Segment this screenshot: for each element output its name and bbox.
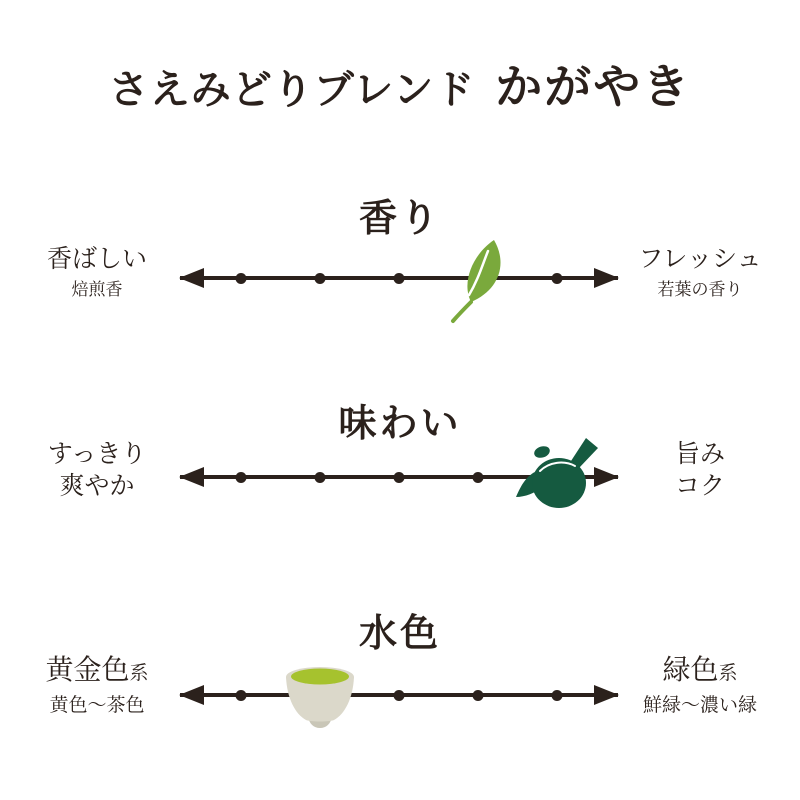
scale-tick-dot bbox=[472, 690, 483, 701]
liquor-left-sub: 黄色〜茶色 bbox=[49, 695, 145, 716]
arrow-left-icon bbox=[179, 685, 204, 705]
teapot-icon bbox=[515, 435, 599, 513]
scale-tick-dot bbox=[394, 472, 405, 483]
aroma-left-main: 香ばしい bbox=[46, 245, 147, 273]
aroma-left-sub: 焙煎香 bbox=[71, 280, 123, 299]
title-product-name: かがやき bbox=[495, 62, 692, 114]
scale-tick-dot bbox=[551, 273, 562, 284]
aroma-right-sub: 若葉の香り bbox=[657, 280, 743, 299]
aroma-heading: 香り bbox=[358, 198, 441, 240]
title-blend-name: さえみどりブレンド bbox=[108, 67, 476, 112]
liquor-left-main bbox=[22, 654, 172, 690]
scale-tick-dot bbox=[394, 273, 405, 284]
liquor-color-heading: 水色 bbox=[358, 613, 441, 655]
scale-tick-dot bbox=[236, 472, 247, 483]
scale-tick-dot bbox=[236, 690, 247, 701]
aroma-left-label bbox=[22, 243, 172, 302]
scale-section-liquor-color bbox=[0, 598, 800, 748]
liquor-left-main-text: 黄金色 bbox=[45, 654, 130, 685]
arrow-right-icon bbox=[594, 685, 619, 705]
liquor-right-sub: 鮮緑〜濃い緑 bbox=[642, 695, 757, 716]
liquor-right-main-text: 緑色 bbox=[662, 654, 719, 685]
taste-left-main2: 爽やか bbox=[59, 472, 135, 500]
taste-right-label bbox=[618, 438, 782, 502]
aroma-right-main: フレッシュ bbox=[638, 245, 762, 273]
scale-tick-dot bbox=[236, 273, 247, 284]
scale-tick-dot bbox=[315, 273, 326, 284]
liquor-right-main bbox=[618, 654, 782, 690]
scale-tick-dot bbox=[394, 690, 405, 701]
leaf-icon bbox=[449, 238, 507, 324]
scale-section-aroma bbox=[0, 185, 800, 335]
taste-right-main: 旨み bbox=[674, 440, 725, 468]
taste-left-main: すっきり bbox=[47, 440, 147, 468]
arrow-left-icon bbox=[179, 467, 204, 487]
liquor-right-suffix: 系 bbox=[718, 663, 738, 684]
liquor-right-label bbox=[618, 654, 782, 719]
taste-left-label bbox=[22, 438, 172, 502]
teacup-icon bbox=[282, 658, 358, 732]
scale-tick-dot bbox=[315, 472, 326, 483]
liquor-left-suffix: 系 bbox=[129, 663, 149, 684]
scale-section-taste bbox=[0, 388, 800, 538]
taste-right-main2: コク bbox=[674, 472, 725, 500]
taste-heading: 味わい bbox=[338, 403, 462, 445]
scale-tick-dot bbox=[472, 472, 483, 483]
scale-tick-dot bbox=[551, 690, 562, 701]
aroma-right-label bbox=[618, 243, 782, 302]
arrow-right-icon bbox=[594, 268, 619, 288]
page-title bbox=[0, 50, 800, 117]
liquor-left-label bbox=[22, 654, 172, 719]
arrow-left-icon bbox=[179, 268, 204, 288]
